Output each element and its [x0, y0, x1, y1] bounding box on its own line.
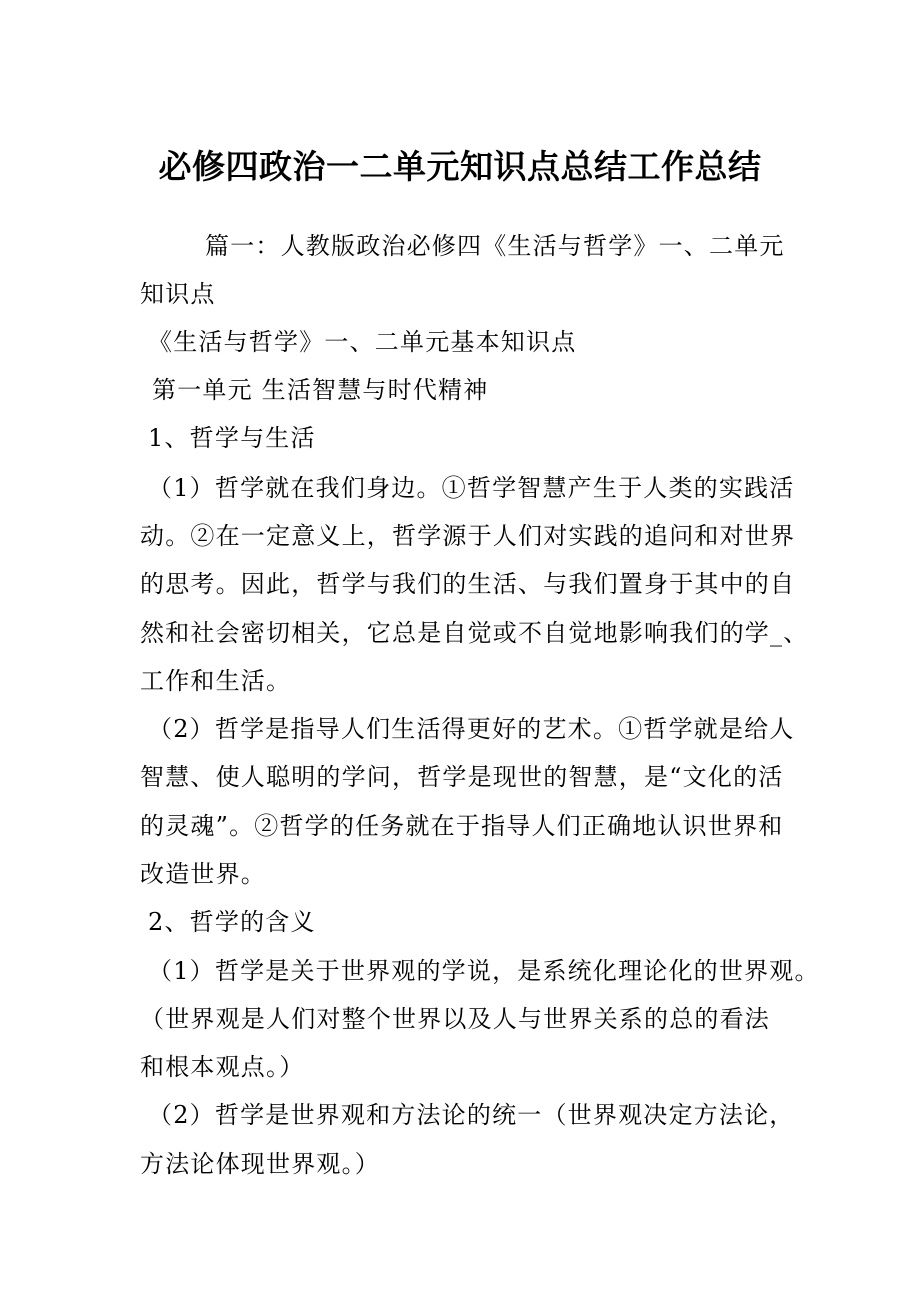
paragraph-line: 动。②在一定意义上，哲学源于人们对实践的追问和对世界 [140, 522, 796, 550]
document-title: 必修四政治一二单元知识点总结工作总结 [158, 147, 762, 186]
subsection-heading: 2、哲学的含义 [148, 908, 316, 936]
paragraph-line: 改造世界。 [140, 860, 266, 888]
paragraph-line: （2）哲学是世界观和方法论的统一（世界观决定方法论， [148, 1101, 795, 1129]
subsection-heading: 1、哲学与生活 [148, 424, 316, 452]
paragraph-line: （1）哲学是关于世界观的学说，是系统化理论化的世界观。 [148, 957, 820, 985]
paragraph-line: 工作和生活。 [140, 667, 292, 695]
paragraph-line: 的灵魂”。②哲学的任务就在于指导人们正确地认识世界和 [140, 812, 784, 840]
section-heading: 第一单元 生活智慧与时代精神 [152, 376, 489, 404]
paragraph-line: 和根本观点。） [140, 1053, 305, 1081]
paragraph-line: （世界观是人们对整个世界以及人与世界关系的总的看法 [140, 1005, 770, 1033]
paragraph-line: 《生活与哲学》一、二单元基本知识点 [148, 328, 577, 356]
paragraph-line: 知识点 [140, 280, 216, 308]
paragraph-line: 的思考。因此，哲学与我们的生活、与我们置身于其中的自 [140, 570, 796, 598]
paragraph-line: 然和社会密切相关，它总是自觉或不自觉地影响我们的学_、 [140, 619, 809, 647]
paragraph-line: （2）哲学是指导人们生活得更好的艺术。①哲学就是给人 [148, 715, 795, 743]
paragraph-line: 篇一：人教版政治必修四《生活与哲学》一、二单元 [205, 232, 785, 260]
paragraph-line: （1）哲学就在我们身边。①哲学智慧产生于人类的实践活 [148, 474, 795, 502]
paragraph-line: 智慧、使人聪明的学问，哲学是现世的智慧，是“文化的活 [140, 763, 784, 791]
paragraph-line: 方法论体现世界观。） [140, 1150, 380, 1178]
